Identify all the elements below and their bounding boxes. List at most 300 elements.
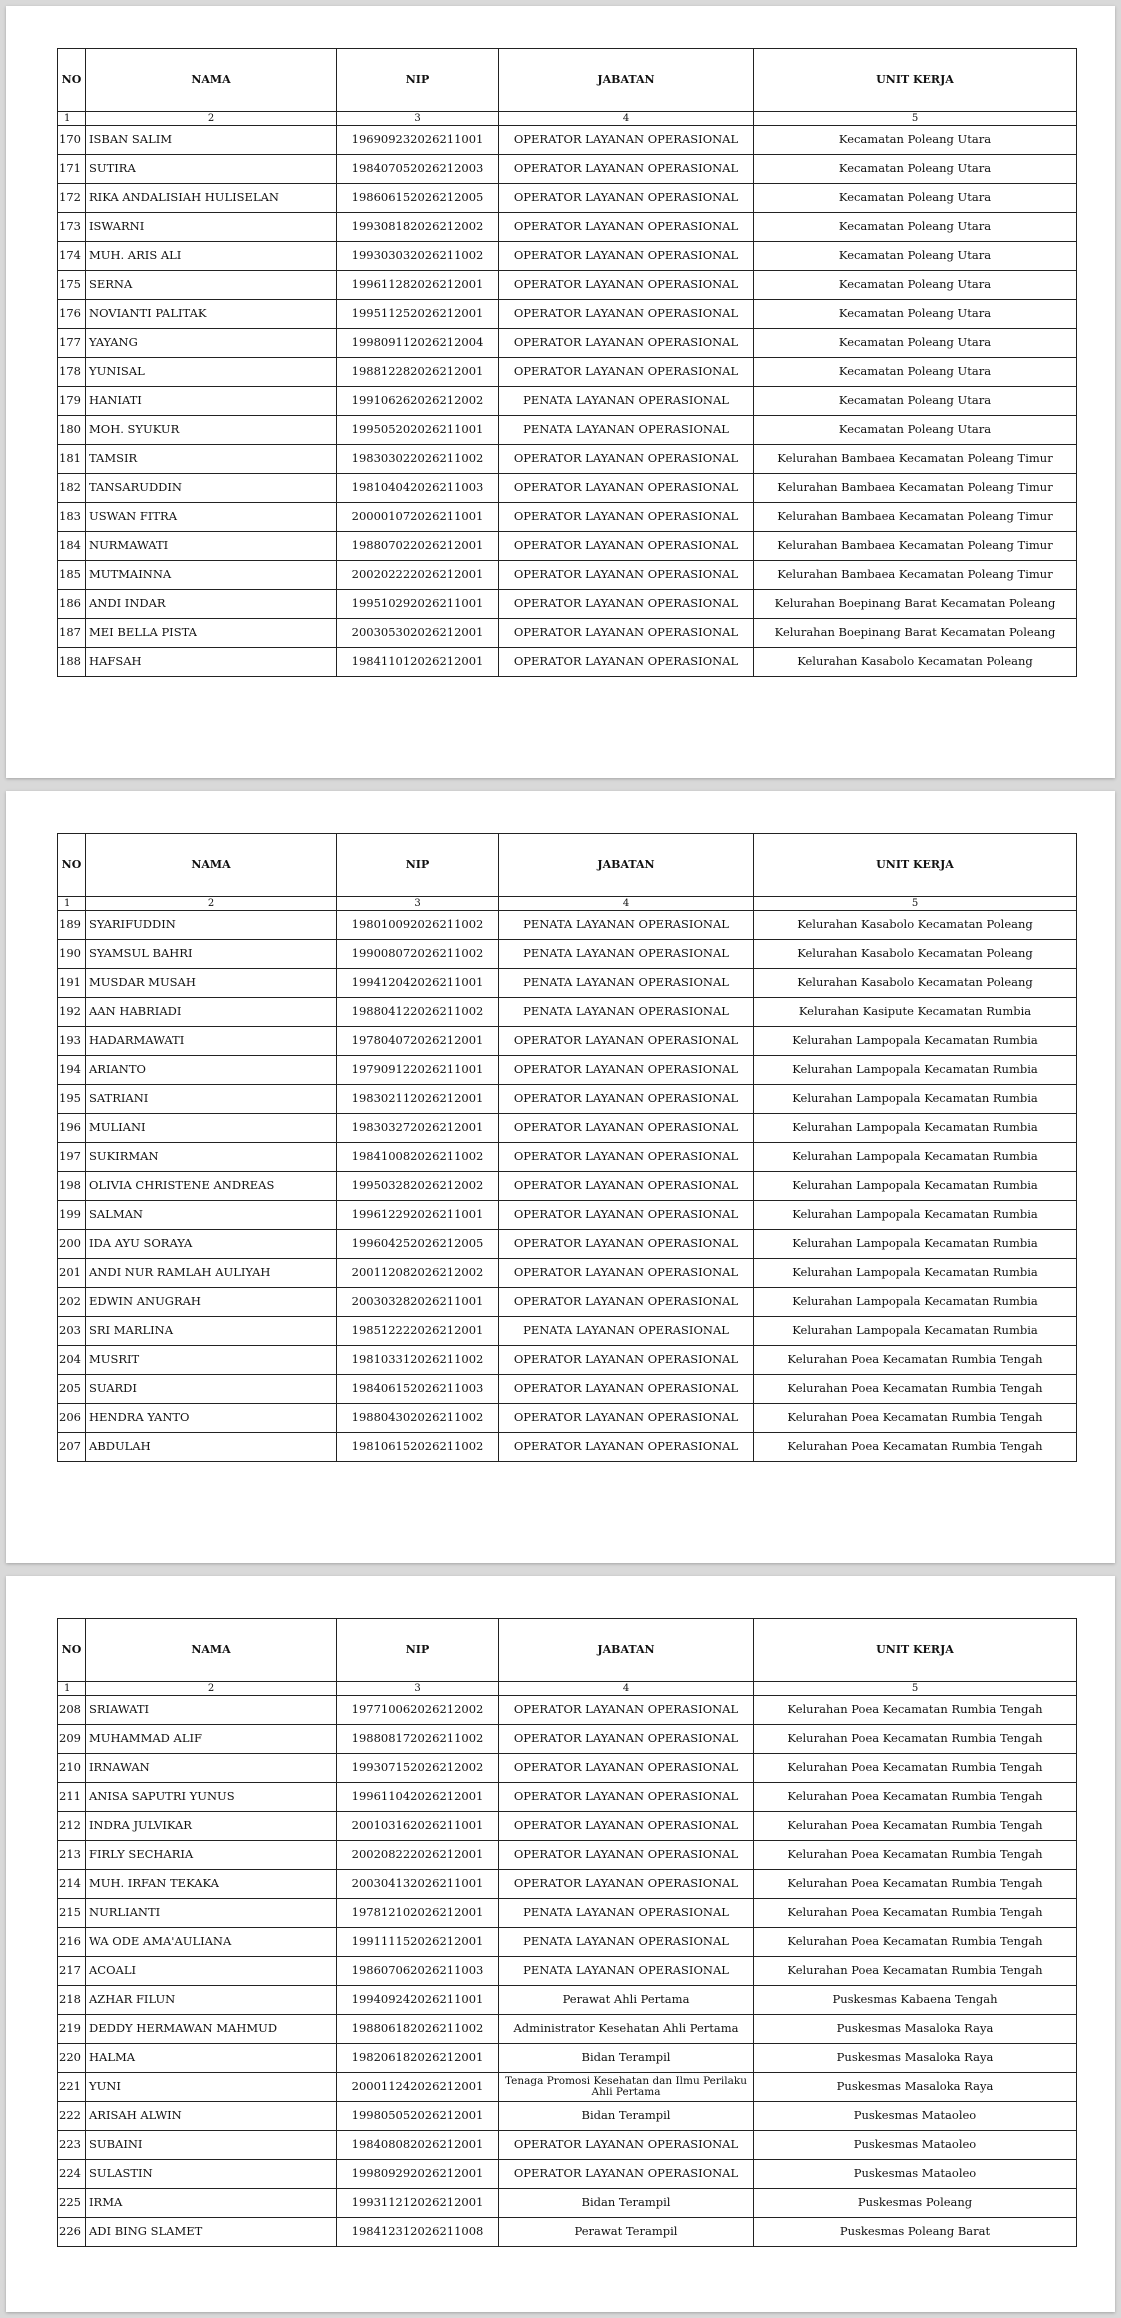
cell-nip: 199611282026212001 [337, 271, 499, 300]
table-row [58, 126, 1077, 155]
cell-nip: 199311212026212001 [337, 2189, 499, 2218]
header-jabatan: JABATAN [499, 49, 754, 112]
cell-no: 226 [58, 2218, 86, 2247]
cell-unit-kerja: Kelurahan Lampopala Kecamatan Rumbia [754, 1317, 1077, 1346]
cell-unit-kerja: Puskesmas Kabaena Tengah [754, 1986, 1077, 2015]
cell-jabatan: OPERATOR LAYANAN OPERASIONAL [499, 1725, 754, 1754]
cell-nama: USWAN FITRA [86, 503, 337, 532]
cell-no: 200 [58, 1230, 86, 1259]
cell-no: 223 [58, 2131, 86, 2160]
cell-unit-kerja: Kecamatan Poleang Utara [754, 242, 1077, 271]
table-row [58, 358, 1077, 387]
cell-nip: 200305302026212001 [337, 619, 499, 648]
cell-unit-kerja: Kelurahan Lampopala Kecamatan Rumbia [754, 1085, 1077, 1114]
column-index: 4 [499, 897, 754, 911]
cell-nip: 196909232026211001 [337, 126, 499, 155]
cell-jabatan: OPERATOR LAYANAN OPERASIONAL [499, 1870, 754, 1899]
cell-jabatan: Administrator Kesehatan Ahli Pertama [499, 2015, 754, 2044]
table-header-row [58, 834, 1077, 897]
cell-no: 170 [58, 126, 86, 155]
table-row [58, 1114, 1077, 1143]
cell-unit-kerja: Kelurahan Lampopala Kecamatan Rumbia [754, 1172, 1077, 1201]
cell-nama: MEI BELLA PISTA [86, 619, 337, 648]
column-index: 3 [337, 1682, 499, 1696]
cell-jabatan: OPERATOR LAYANAN OPERASIONAL [499, 1288, 754, 1317]
cell-nip: 199505202026211001 [337, 416, 499, 445]
cell-unit-kerja: Kelurahan Lampopala Kecamatan Rumbia [754, 1143, 1077, 1172]
cell-nip: 198812282026212001 [337, 358, 499, 387]
cell-jabatan: OPERATOR LAYANAN OPERASIONAL [499, 561, 754, 590]
column-index: 1 [58, 1682, 86, 1696]
cell-unit-kerja: Kelurahan Poea Kecamatan Rumbia Tengah [754, 1899, 1077, 1928]
column-index: 3 [337, 897, 499, 911]
cell-no: 205 [58, 1375, 86, 1404]
table-row [58, 1027, 1077, 1056]
cell-no: 203 [58, 1317, 86, 1346]
cell-nip: 200112082026212002 [337, 1259, 499, 1288]
cell-nama: ABDULAH [86, 1433, 337, 1462]
employee-table [57, 1618, 1077, 2247]
column-index: 5 [754, 897, 1077, 911]
cell-nip: 197812102026212001 [337, 1899, 499, 1928]
cell-jabatan: OPERATOR LAYANAN OPERASIONAL [499, 1230, 754, 1259]
column-index: 1 [58, 112, 86, 126]
cell-unit-kerja: Puskesmas Masaloka Raya [754, 2044, 1077, 2073]
cell-jabatan: OPERATOR LAYANAN OPERASIONAL [499, 1841, 754, 1870]
cell-unit-kerja: Kelurahan Kasipute Kecamatan Rumbia [754, 998, 1077, 1027]
cell-unit-kerja: Kelurahan Lampopala Kecamatan Rumbia [754, 1027, 1077, 1056]
table-row [58, 1375, 1077, 1404]
cell-unit-kerja: Kelurahan Bambaea Kecamatan Poleang Timur [754, 445, 1077, 474]
cell-jabatan: OPERATOR LAYANAN OPERASIONAL [499, 1433, 754, 1462]
cell-nama: MUSRIT [86, 1346, 337, 1375]
cell-no: 212 [58, 1812, 86, 1841]
cell-unit-kerja: Kelurahan Boepinang Barat Kecamatan Poleang [754, 590, 1077, 619]
cell-nama: ISWARNI [86, 213, 337, 242]
cell-jabatan: OPERATOR LAYANAN OPERASIONAL [499, 1375, 754, 1404]
cell-jabatan: OPERATOR LAYANAN OPERASIONAL [499, 213, 754, 242]
cell-unit-kerja: Kelurahan Poea Kecamatan Rumbia Tengah [754, 1928, 1077, 1957]
cell-unit-kerja: Kelurahan Boepinang Barat Kecamatan Poleang [754, 619, 1077, 648]
employee-table [57, 833, 1077, 1462]
cell-jabatan: OPERATOR LAYANAN OPERASIONAL [499, 445, 754, 474]
cell-nama: SUKIRMAN [86, 1143, 337, 1172]
cell-no: 210 [58, 1754, 86, 1783]
column-index: 5 [754, 112, 1077, 126]
table-row [58, 1143, 1077, 1172]
cell-jabatan: OPERATOR LAYANAN OPERASIONAL [499, 1027, 754, 1056]
header-no: NO [58, 49, 86, 112]
cell-jabatan: OPERATOR LAYANAN OPERASIONAL [499, 2160, 754, 2189]
table-row [58, 271, 1077, 300]
cell-jabatan: PENATA LAYANAN OPERASIONAL [499, 1899, 754, 1928]
cell-jabatan: OPERATOR LAYANAN OPERASIONAL [499, 1172, 754, 1201]
cell-nama: MOH. SYUKUR [86, 416, 337, 445]
table-row [58, 2218, 1077, 2247]
header-unit-kerja: UNIT KERJA [754, 1619, 1077, 1682]
cell-no: 186 [58, 590, 86, 619]
cell-jabatan: Tenaga Promosi Kesehatan dan Ilmu Perilaku Ahli Pertama [499, 2073, 754, 2102]
cell-nip: 198412312026211008 [337, 2218, 499, 2247]
cell-unit-kerja: Kecamatan Poleang Utara [754, 358, 1077, 387]
cell-unit-kerja: Kelurahan Poea Kecamatan Rumbia Tengah [754, 1812, 1077, 1841]
cell-unit-kerja: Kecamatan Poleang Utara [754, 387, 1077, 416]
cell-nip: 198103312026211002 [337, 1346, 499, 1375]
cell-no: 184 [58, 532, 86, 561]
cell-nip: 198411012026212001 [337, 648, 499, 677]
cell-nama: SERNA [86, 271, 337, 300]
cell-nip: 198303022026211002 [337, 445, 499, 474]
table-row [58, 1288, 1077, 1317]
cell-nip: 199511252026212001 [337, 300, 499, 329]
cell-nip: 199307152026212002 [337, 1754, 499, 1783]
cell-no: 171 [58, 155, 86, 184]
cell-no: 202 [58, 1288, 86, 1317]
table-body [58, 126, 1077, 677]
cell-nama: RIKA ANDALISIAH HULISELAN [86, 184, 337, 213]
cell-no: 216 [58, 1928, 86, 1957]
table-row [58, 2044, 1077, 2073]
cell-nip: 197909122026211001 [337, 1056, 499, 1085]
cell-no: 183 [58, 503, 86, 532]
cell-unit-kerja: Kelurahan Lampopala Kecamatan Rumbia [754, 1201, 1077, 1230]
cell-nip: 197804072026212001 [337, 1027, 499, 1056]
table-header-row [58, 1619, 1077, 1682]
cell-unit-kerja: Kelurahan Poea Kecamatan Rumbia Tengah [754, 1870, 1077, 1899]
cell-jabatan: OPERATOR LAYANAN OPERASIONAL [499, 1056, 754, 1085]
table-row [58, 1899, 1077, 1928]
cell-jabatan: OPERATOR LAYANAN OPERASIONAL [499, 1346, 754, 1375]
table-row [58, 416, 1077, 445]
cell-nip: 200208222026212001 [337, 1841, 499, 1870]
cell-nama: SATRIANI [86, 1085, 337, 1114]
table-header-row [58, 49, 1077, 112]
cell-nip: 200304132026211001 [337, 1870, 499, 1899]
cell-nama: AZHAR FILUN [86, 1986, 337, 2015]
cell-no: 207 [58, 1433, 86, 1462]
cell-jabatan: PENATA LAYANAN OPERASIONAL [499, 998, 754, 1027]
cell-nama: IRMA [86, 2189, 337, 2218]
cell-no: 209 [58, 1725, 86, 1754]
cell-jabatan: PENATA LAYANAN OPERASIONAL [499, 1957, 754, 1986]
cell-jabatan: OPERATOR LAYANAN OPERASIONAL [499, 1085, 754, 1114]
cell-unit-kerja: Kelurahan Poea Kecamatan Rumbia Tengah [754, 1957, 1077, 1986]
cell-jabatan: Bidan Terampil [499, 2189, 754, 2218]
cell-unit-kerja: Kecamatan Poleang Utara [754, 329, 1077, 358]
table-row [58, 2015, 1077, 2044]
table-row [58, 2160, 1077, 2189]
cell-nama: ARIANTO [86, 1056, 337, 1085]
cell-no: 204 [58, 1346, 86, 1375]
column-index: 5 [754, 1682, 1077, 1696]
cell-nama: HAFSAH [86, 648, 337, 677]
cell-unit-kerja: Puskesmas Mataoleo [754, 2160, 1077, 2189]
cell-no: 195 [58, 1085, 86, 1114]
table-row [58, 1725, 1077, 1754]
table-row [58, 590, 1077, 619]
table-row [58, 1696, 1077, 1725]
cell-nama: SUTIRA [86, 155, 337, 184]
cell-jabatan: PENATA LAYANAN OPERASIONAL [499, 1317, 754, 1346]
cell-jabatan: OPERATOR LAYANAN OPERASIONAL [499, 1201, 754, 1230]
cell-nip: 199008072026211002 [337, 940, 499, 969]
table-row [58, 2131, 1077, 2160]
cell-jabatan: PENATA LAYANAN OPERASIONAL [499, 387, 754, 416]
cell-no: 219 [58, 2015, 86, 2044]
cell-jabatan: Perawat Terampil [499, 2218, 754, 2247]
table-body [58, 1696, 1077, 2247]
cell-nama: TAMSIR [86, 445, 337, 474]
cell-no: 225 [58, 2189, 86, 2218]
cell-nip: 200103162026211001 [337, 1812, 499, 1841]
cell-nama: WA ODE AMA'AULIANA [86, 1928, 337, 1957]
cell-unit-kerja: Kecamatan Poleang Utara [754, 155, 1077, 184]
cell-unit-kerja: Kecamatan Poleang Utara [754, 300, 1077, 329]
cell-nama: SALMAN [86, 1201, 337, 1230]
header-no: NO [58, 1619, 86, 1682]
table-row [58, 911, 1077, 940]
table-row [58, 1346, 1077, 1375]
cell-jabatan: OPERATOR LAYANAN OPERASIONAL [499, 1114, 754, 1143]
table-row [58, 1841, 1077, 1870]
cell-jabatan: OPERATOR LAYANAN OPERASIONAL [499, 2131, 754, 2160]
header-no: NO [58, 834, 86, 897]
cell-unit-kerja: Kelurahan Poea Kecamatan Rumbia Tengah [754, 1783, 1077, 1812]
cell-unit-kerja: Kelurahan Lampopala Kecamatan Rumbia [754, 1288, 1077, 1317]
cell-jabatan: PENATA LAYANAN OPERASIONAL [499, 969, 754, 998]
cell-nama: INDRA JULVIKAR [86, 1812, 337, 1841]
cell-unit-kerja: Kelurahan Kasabolo Kecamatan Poleang [754, 969, 1077, 998]
cell-nama: HENDRA YANTO [86, 1404, 337, 1433]
cell-jabatan: OPERATOR LAYANAN OPERASIONAL [499, 242, 754, 271]
cell-jabatan: OPERATOR LAYANAN OPERASIONAL [499, 126, 754, 155]
cell-no: 214 [58, 1870, 86, 1899]
cell-nip: 199106262026212002 [337, 387, 499, 416]
cell-nip: 199809292026212001 [337, 2160, 499, 2189]
table-row [58, 1433, 1077, 1462]
cell-no: 222 [58, 2102, 86, 2131]
cell-nip: 197710062026212002 [337, 1696, 499, 1725]
table-row [58, 561, 1077, 590]
cell-no: 192 [58, 998, 86, 1027]
table-row [58, 648, 1077, 677]
cell-nama: AAN HABRIADI [86, 998, 337, 1027]
cell-jabatan: OPERATOR LAYANAN OPERASIONAL [499, 532, 754, 561]
cell-nama: EDWIN ANUGRAH [86, 1288, 337, 1317]
cell-no: 190 [58, 940, 86, 969]
header-nama: NAMA [86, 834, 337, 897]
table-row [58, 2189, 1077, 2218]
cell-no: 218 [58, 1986, 86, 2015]
cell-no: 224 [58, 2160, 86, 2189]
header-nip: NIP [337, 1619, 499, 1682]
cell-nip: 198406152026211003 [337, 1375, 499, 1404]
cell-nip: 198806182026211002 [337, 2015, 499, 2044]
table-row [58, 1317, 1077, 1346]
cell-nama: ADI BING SLAMET [86, 2218, 337, 2247]
cell-no: 182 [58, 474, 86, 503]
table-row [58, 387, 1077, 416]
cell-nip: 198104042026211003 [337, 474, 499, 503]
cell-nip: 198804122026211002 [337, 998, 499, 1027]
cell-unit-kerja: Kelurahan Poea Kecamatan Rumbia Tengah [754, 1696, 1077, 1725]
cell-jabatan: OPERATOR LAYANAN OPERASIONAL [499, 503, 754, 532]
cell-unit-kerja: Kecamatan Poleang Utara [754, 184, 1077, 213]
cell-nama: HADARMAWATI [86, 1027, 337, 1056]
cell-jabatan: OPERATOR LAYANAN OPERASIONAL [499, 1754, 754, 1783]
column-index: 1 [58, 897, 86, 911]
cell-unit-kerja: Puskesmas Mataoleo [754, 2131, 1077, 2160]
cell-nip: 198512222026212001 [337, 1317, 499, 1346]
cell-jabatan: OPERATOR LAYANAN OPERASIONAL [499, 1143, 754, 1172]
cell-no: 193 [58, 1027, 86, 1056]
cell-jabatan: OPERATOR LAYANAN OPERASIONAL [499, 1812, 754, 1841]
column-index-row [58, 1682, 1077, 1696]
table-row [58, 1870, 1077, 1899]
cell-nama: SRIAWATI [86, 1696, 337, 1725]
cell-no: 197 [58, 1143, 86, 1172]
cell-unit-kerja: Kelurahan Poea Kecamatan Rumbia Tengah [754, 1433, 1077, 1462]
cell-unit-kerja: Puskesmas Mataoleo [754, 2102, 1077, 2131]
cell-jabatan: PENATA LAYANAN OPERASIONAL [499, 416, 754, 445]
table-row [58, 998, 1077, 1027]
cell-nip: 200303282026211001 [337, 1288, 499, 1317]
column-index: 4 [499, 1682, 754, 1696]
cell-nama: ANISA SAPUTRI YUNUS [86, 1783, 337, 1812]
cell-unit-kerja: Puskesmas Masaloka Raya [754, 2015, 1077, 2044]
cell-no: 220 [58, 2044, 86, 2073]
cell-no: 176 [58, 300, 86, 329]
cell-no: 185 [58, 561, 86, 590]
cell-unit-kerja: Kelurahan Lampopala Kecamatan Rumbia [754, 1230, 1077, 1259]
cell-no: 179 [58, 387, 86, 416]
cell-nip: 198807022026212001 [337, 532, 499, 561]
cell-nama: IRNAWAN [86, 1754, 337, 1783]
table-row [58, 1812, 1077, 1841]
cell-no: 188 [58, 648, 86, 677]
cell-nip: 198804302026211002 [337, 1404, 499, 1433]
document-page-3 [6, 1576, 1115, 2312]
cell-no: 194 [58, 1056, 86, 1085]
cell-jabatan: OPERATOR LAYANAN OPERASIONAL [499, 1696, 754, 1725]
cell-jabatan: PENATA LAYANAN OPERASIONAL [499, 911, 754, 940]
cell-nip: 198606152026212005 [337, 184, 499, 213]
cell-nip: 199503282026212002 [337, 1172, 499, 1201]
cell-unit-kerja: Kelurahan Lampopala Kecamatan Rumbia [754, 1056, 1077, 1085]
cell-jabatan: OPERATOR LAYANAN OPERASIONAL [499, 184, 754, 213]
cell-nip: 200011242026212001 [337, 2073, 499, 2102]
cell-nama: YAYANG [86, 329, 337, 358]
header-unit-kerja: UNIT KERJA [754, 49, 1077, 112]
cell-nama: ANDI INDAR [86, 590, 337, 619]
cell-nama: SYARIFUDDIN [86, 911, 337, 940]
cell-jabatan: PENATA LAYANAN OPERASIONAL [499, 940, 754, 969]
table-row [58, 445, 1077, 474]
cell-nama: SULASTIN [86, 2160, 337, 2189]
cell-nama: TANSARUDDIN [86, 474, 337, 503]
cell-no: 180 [58, 416, 86, 445]
cell-no: 221 [58, 2073, 86, 2102]
cell-unit-kerja: Kelurahan Poea Kecamatan Rumbia Tengah [754, 1841, 1077, 1870]
cell-no: 175 [58, 271, 86, 300]
cell-nip: 198407052026212003 [337, 155, 499, 184]
cell-unit-kerja: Kelurahan Bambaea Kecamatan Poleang Timur [754, 503, 1077, 532]
cell-no: 211 [58, 1783, 86, 1812]
cell-nip: 199612292026211001 [337, 1201, 499, 1230]
cell-nama: ACOALI [86, 1957, 337, 1986]
employee-table [57, 48, 1077, 677]
table-row [58, 1201, 1077, 1230]
cell-jabatan: OPERATOR LAYANAN OPERASIONAL [499, 300, 754, 329]
cell-unit-kerja: Kecamatan Poleang Utara [754, 126, 1077, 155]
cell-nama: HALMA [86, 2044, 337, 2073]
header-nama: NAMA [86, 49, 337, 112]
cell-nama: NURLIANTI [86, 1899, 337, 1928]
table-row [58, 300, 1077, 329]
table-body [58, 911, 1077, 1462]
cell-nama: IDA AYU SORAYA [86, 1230, 337, 1259]
table-row [58, 532, 1077, 561]
cell-unit-kerja: Kelurahan Bambaea Kecamatan Poleang Timur [754, 532, 1077, 561]
table-row [58, 1404, 1077, 1433]
cell-nama: ARISAH ALWIN [86, 2102, 337, 2131]
cell-no: 217 [58, 1957, 86, 1986]
cell-nip: 199510292026211001 [337, 590, 499, 619]
cell-nip: 199409242026211001 [337, 1986, 499, 2015]
cell-unit-kerja: Kelurahan Lampopala Kecamatan Rumbia [754, 1259, 1077, 1288]
table-row [58, 155, 1077, 184]
cell-unit-kerja: Kelurahan Poea Kecamatan Rumbia Tengah [754, 1375, 1077, 1404]
cell-nama: MUTMAINNA [86, 561, 337, 590]
table-row [58, 1230, 1077, 1259]
cell-nip: 198303272026212001 [337, 1114, 499, 1143]
column-index-row [58, 112, 1077, 126]
cell-nama: MUHAMMAD ALIF [86, 1725, 337, 1754]
cell-jabatan: Bidan Terampil [499, 2102, 754, 2131]
cell-unit-kerja: Kecamatan Poleang Utara [754, 416, 1077, 445]
cell-no: 201 [58, 1259, 86, 1288]
cell-nip: 199303032026211002 [337, 242, 499, 271]
table-row [58, 1085, 1077, 1114]
cell-jabatan: OPERATOR LAYANAN OPERASIONAL [499, 329, 754, 358]
table-row [58, 1172, 1077, 1201]
table-row [58, 1986, 1077, 2015]
cell-nama: OLIVIA CHRISTENE ANDREAS [86, 1172, 337, 1201]
table-row [58, 329, 1077, 358]
cell-unit-kerja: Kecamatan Poleang Utara [754, 213, 1077, 242]
cell-jabatan: Bidan Terampil [499, 2044, 754, 2073]
cell-nama: SUBAINI [86, 2131, 337, 2160]
table-row [58, 1259, 1077, 1288]
cell-nip: 199604252026212005 [337, 1230, 499, 1259]
cell-nip: 199412042026211001 [337, 969, 499, 998]
column-index: 3 [337, 112, 499, 126]
cell-no: 199 [58, 1201, 86, 1230]
cell-nip: 198206182026212001 [337, 2044, 499, 2073]
cell-no: 213 [58, 1841, 86, 1870]
cell-jabatan: OPERATOR LAYANAN OPERASIONAL [499, 358, 754, 387]
column-index-row [58, 897, 1077, 911]
cell-no: 187 [58, 619, 86, 648]
cell-nama: MUH. IRFAN TEKAKA [86, 1870, 337, 1899]
cell-unit-kerja: Puskesmas Poleang Barat [754, 2218, 1077, 2247]
cell-nip: 199805052026212001 [337, 2102, 499, 2131]
cell-jabatan: OPERATOR LAYANAN OPERASIONAL [499, 590, 754, 619]
cell-nama: NOVIANTI PALITAK [86, 300, 337, 329]
cell-no: 174 [58, 242, 86, 271]
cell-nip: 198408082026212001 [337, 2131, 499, 2160]
cell-no: 189 [58, 911, 86, 940]
